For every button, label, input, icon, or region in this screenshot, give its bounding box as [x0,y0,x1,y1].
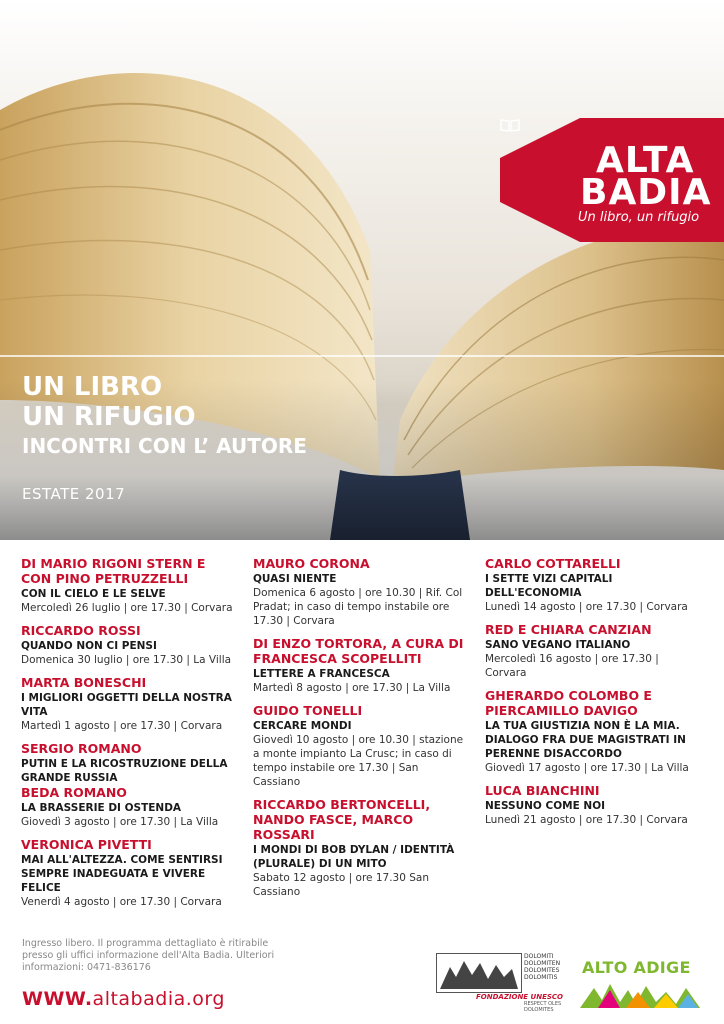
event-author: DI MARIO RIGONI STERN E CON PINO PETRUZZELLI [21,556,206,586]
event-book: QUANDO NON CI PENSI [21,640,157,652]
alta-badia-badge [500,118,724,242]
url-domain: altabadia.org [92,988,225,1010]
book-icon [500,118,520,132]
event-when: Domenica 30 luglio | ore 17.30 | La Villa [21,654,232,666]
event-book: QUASI NIENTE [253,573,337,585]
website-link[interactable] [22,988,225,1010]
event-item [253,703,468,789]
events-column-2 [253,556,468,907]
unesco-title: DOLOMITI DOLOMITEN DOLOMITES DOLOMITIS [524,953,561,981]
mountains-icon [436,953,522,993]
event-author: GUIDO TONELLI [253,703,363,718]
event-when: Martedì 1 agosto | ore 17.30 | Corvara [21,720,223,732]
event-author: MARTA BONESCHI [21,675,147,690]
alto-adige-text: ALTO ADIGE [582,958,691,977]
event-book: LETTERE A FRANCESCA [253,668,390,680]
event-book: CERCARE MONDI [253,720,352,732]
event-when: Lunedì 21 agosto | ore 17.30 | Corvara [485,814,688,826]
alto-adige-mountains-icon [580,980,700,1008]
event-author: DI ENZO TORTORA, A CURA DI FRANCESCA SCOPELLITI [253,636,464,666]
event-author: CARLO COTTARELLI [485,556,621,571]
event-item [21,556,236,615]
unesco-foundation: FONDAZIONE UNESCO [476,993,563,1001]
event-item [485,783,700,827]
title-line-2: UN RIFUGIO [22,402,196,432]
event-item [21,837,236,909]
url-prefix: WWW. [22,988,93,1010]
alto-adige-logo [576,958,706,1008]
title-line-3: INCONTRI CON L’ AUTORE [22,434,307,458]
event-item [21,675,236,733]
event-author: LUCA BIANCHINI [485,783,600,798]
title-line-1: UN LIBRO [22,372,163,402]
event-item [485,688,700,775]
event-book: MAI ALL'ALTEZZA. COME SENTIRSI SEMPRE INADEGUATA E VIVERE FELICE [21,854,223,894]
event-book-2: LA BRASSERIE DI OSTENDA [21,802,182,814]
event-author: GHERARDO COLOMBO E PIERCAMILLO DAVIGO [485,688,652,718]
event-book: PUTIN E LA RICOSTRUZIONE DELLA GRANDE RUSSIA [21,758,228,784]
event-book: CON IL CIELO E LE SELVE [21,588,166,600]
event-item [253,556,468,628]
event-author: RICCARDO BERTONCELLI, NANDO FASCE, MARCO ROSSARI [253,797,431,842]
event-item [485,556,700,614]
event-book: I MONDI DI BOB DYLAN / IDENTITÀ (PLURALE) DI UN MITO [253,844,455,870]
event-book: NESSUNO COME NOI [485,800,606,812]
badge-badia-text: BADIA [580,172,712,213]
event-author-2: BEDA ROMANO [21,785,127,800]
event-item [21,741,236,829]
badge-alta-text: ALTA [596,140,695,181]
event-when: Martedì 8 agosto | ore 17.30 | La Villa [253,682,451,694]
event-author: RED E CHIARA CANZIAN [485,622,652,637]
event-when: Giovedì 10 agosto | ore 10.30 | stazione a monte impianto La Crusc; in caso di tempo instabile ore 17.30 | San Cassiano [253,734,464,788]
event-author: MAURO CORONA [253,556,370,571]
event-item [253,636,468,695]
event-item [253,797,468,899]
event-book: LA TUA GIUSTIZIA NON È LA MIA. DIALOGO FRA DUE MAGISTRATI IN PERENNE DISACCORDO [485,720,686,760]
badge-subtitle: Un libro, un rifugio [578,210,700,225]
event-when: Mercoledì 26 luglio | ore 17.30 | Corvara [21,602,233,614]
event-when: Giovedì 3 agosto | ore 17.30 | La Villa [21,816,219,828]
event-when: Sabato 12 agosto | ore 17.30 San Cassiano [253,872,429,898]
event-author: RICCARDO ROSSI [21,623,141,638]
event-when: Mercoledì 16 agosto | ore 17.30 | Corvara [485,653,659,679]
event-book: SANO VEGANO ITALIANO [485,639,631,651]
event-book: I MIGLIORI OGGETTI DELLA NOSTRA VITA [21,692,232,718]
unesco-respect: RESPECT OLES DOLOMITES [524,1001,562,1013]
event-title [22,372,307,458]
events-column-3 [485,556,700,835]
event-when: Venerdì 4 agosto | ore 17.30 | Corvara [21,896,222,908]
event-when: Giovedì 17 agosto | ore 17.30 | La Villa [485,762,689,774]
event-item [21,623,236,667]
event-when: Lunedì 14 agosto | ore 17.30 | Corvara [485,601,688,613]
events-column-1 [21,556,236,917]
event-item [485,622,700,680]
event-when: Domenica 6 agosto | ore 10.30 | Rif. Col Pradat; in caso di tempo instabile ore 17.30 | Corvara [253,587,463,627]
season-label: ESTATE 2017 [22,485,126,503]
footer-info-text: Ingresso libero. Il programma dettagliato è ritirabile presso gli uffici informazione dell'Alta Badia. Ulteriori informazioni: 0471-836176 [22,938,275,973]
event-author: SERGIO ROMANO [21,741,142,756]
event-book: I SETTE VIZI CAPITALI DELL'ECONOMIA [485,573,613,599]
unesco-dolomites-logo [436,953,566,1019]
event-author: VERONICA PIVETTI [21,837,152,852]
